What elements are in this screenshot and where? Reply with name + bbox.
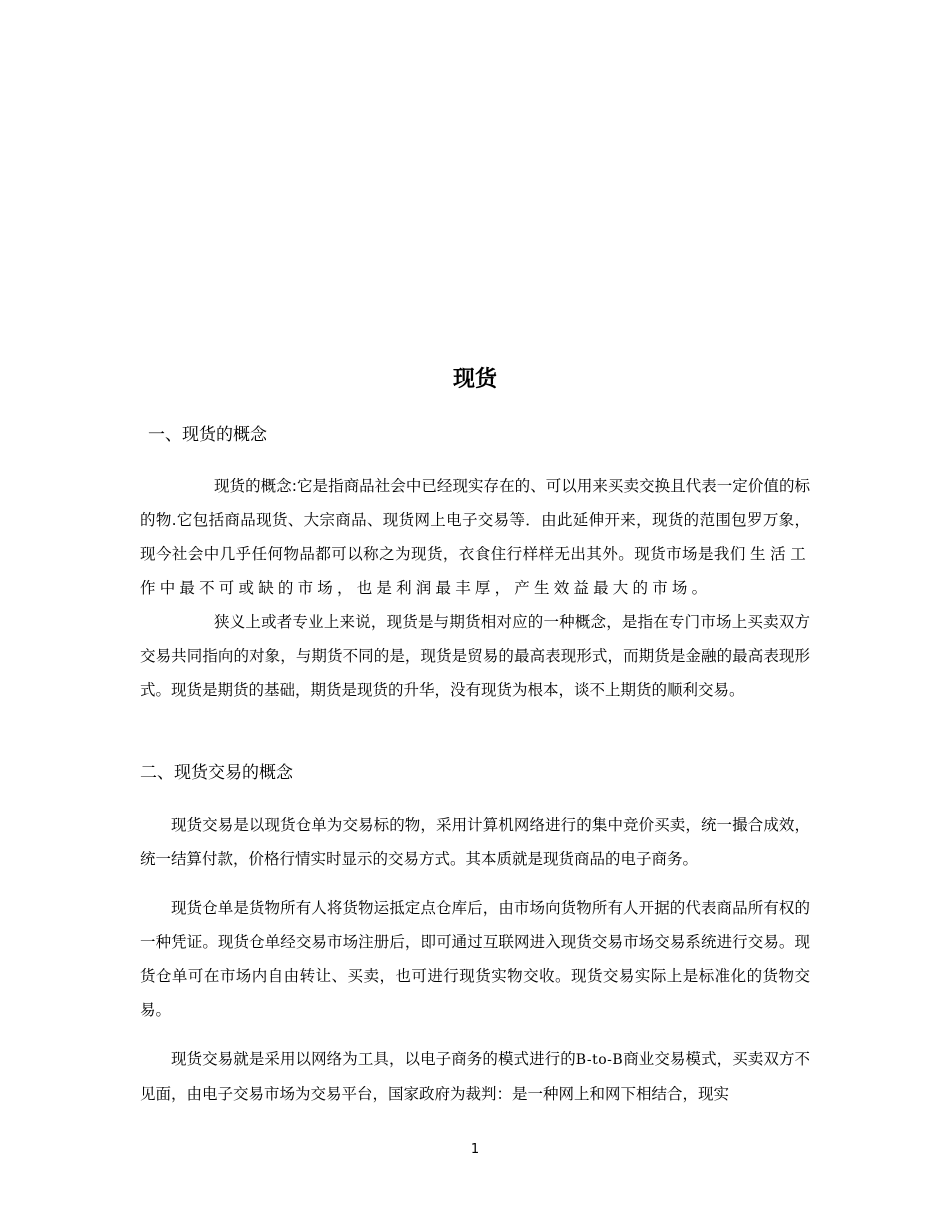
paragraph-text: 商业交易模式，买卖双方不见面，由电子交易市场为交易平台，国家政府为裁判：是一种网上和网下相结合，现实 xyxy=(140,1050,810,1103)
paragraph-warehouse-receipt: 现货仓单是货物所有人将货物运抵定点仓库后，由市场向货物所有人开据的代表商品所有权的一种凭证。现货仓单经交易市场注册后，即可通过互联网进入现货交易市场交易系统进行交易。现货仓单可在市场内自由转让、买卖，也可进行现货实物交收。现货交易实际上是标准化的货物交易。 xyxy=(140,899,810,1019)
b2b-term: B-to-B xyxy=(575,1052,624,1068)
paragraph-text: 现货交易就是采用以网络为工具，以电子商务的模式进行的 xyxy=(171,1050,576,1068)
paragraph-text: 现货的概念:它是指商品社会中已经现实存在的、可以用来买卖交换且代表一定价值的标的物.它包括商品现货、大宗商品、现货网上电子交易等．由此延伸开来，现货的范围包罗万象，现今社会中几乎任何物品都可以称之为现货，衣食住行样样无出其外。现货市场是我 xyxy=(140,477,810,563)
page-number: 1 xyxy=(470,1142,480,1157)
paragraph-text-spaced: 们生活工作中最不可或缺的市场，也是利润最丰厚，产生效益最大的市场。 xyxy=(140,545,810,597)
section-heading-spot-trading-concept: 二、现货交易的概念 xyxy=(140,763,293,783)
paragraph-spot-definition xyxy=(140,469,810,605)
section-heading-spot-concept: 一、现货的概念 xyxy=(148,425,267,445)
paragraph-b2b-trading xyxy=(140,1042,810,1111)
page-title: 现货 xyxy=(452,367,497,392)
paragraph-spot-trading-definition: 现货交易是以现货仓单为交易标的物，采用计算机网络进行的集中竞价买卖，统一撮合成效，统一结算付款，价格行情实时显示的交易方式。其本质就是现货商品的电子商务。 xyxy=(140,816,810,868)
paragraph-spot-narrow-sense: 狭义上或者专业上来说，现货是与期货相对应的一种概念，是指在专门市场上买卖双方交易共同指向的对象，与期货不同的是，现货是贸易的最高表现形式，而期货是金融的最高表现形式。现货是期货的基础，期货是现货的升华，没有现货为根本，谈不上期货的顺利交易。 xyxy=(140,613,810,699)
